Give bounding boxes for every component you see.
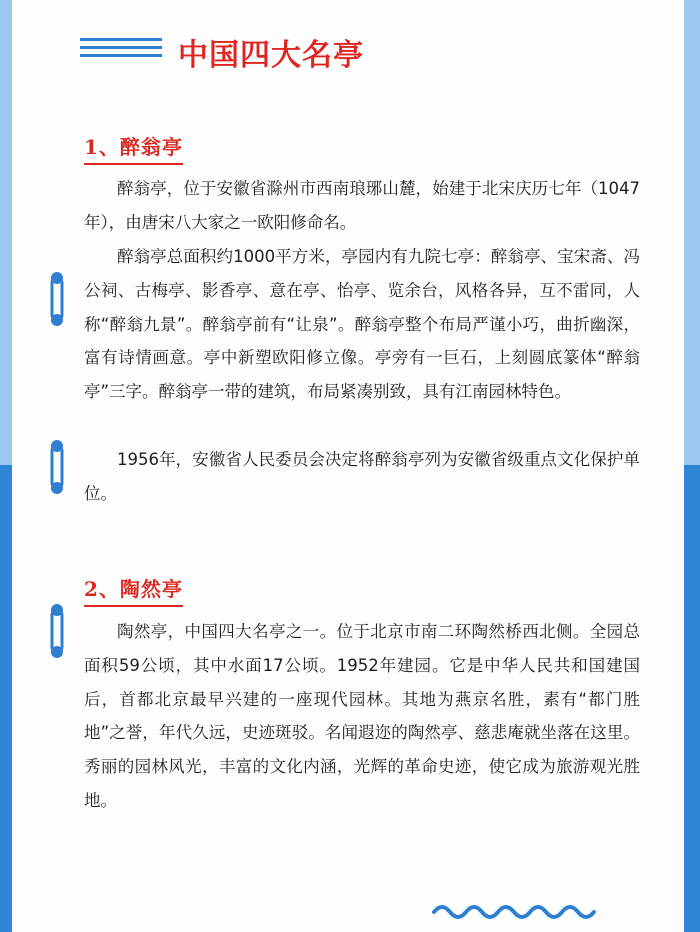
binder-ring-icon <box>46 438 68 496</box>
paragraph-zuiweng-3: 1956年，安徽省人民委员会决定将醉翁亭列为安徽省级重点文化保护单位。 <box>84 450 640 503</box>
wave-decoration <box>430 896 600 924</box>
binder-ring-icon <box>46 270 68 328</box>
section-heading-taoran: 2、陶然亭 <box>84 573 183 607</box>
paragraph-zuiweng-2: 醉翁亭总面积约1000平方米，亭园内有九院七亭：醉翁亭、宝宋斋、冯公祠、古梅亭、影香亭、意在亭、怡亭、览余台，风格各异，互不雷同，人称“醉翁九景”。醉翁亭前有“让泉”。醉翁亭整个布局严谨小巧，曲折幽深，富有诗情画意。亭中新塑欧阳修立像。亭旁有一巨石，上刻圆底篆体“醉翁亭”三字。醉翁亭一带的建筑，布局紧凑别致，具有江南园林特色。 <box>84 247 640 402</box>
paragraph-taoran-1: 陶然亭，中国四大名亭之一。位于北京市南二环陶然桥西北侧。全园总面积59公顷，其中水面17公顷。1952年建园。它是中华人民共和国建国后，首都北京最早兴建的一座现代园林。其地为燕京名胜，素有“都门胜地”之誉，年代久远，史迹斑驳。名闻遐迩的陶然亭、慈悲庵就坐落在这里。秀丽的园林风光，丰富的文化内涵，光辉的革命史迹，使它成为旅游观光胜地。 <box>84 622 640 810</box>
header-stripes-decoration <box>80 38 162 64</box>
paragraph-zuiweng-1: 醉翁亭，位于安徽省滁州市西南琅琊山麓，始建于北宋庆历七年（1047年），由唐宋八大家之一欧阳修命名。 <box>84 179 640 232</box>
section-heading-zuiweng: 1、醉翁亭 <box>84 131 183 165</box>
binder-ring-icon <box>46 602 68 660</box>
page-title: 中国四大名亭 <box>178 38 364 73</box>
